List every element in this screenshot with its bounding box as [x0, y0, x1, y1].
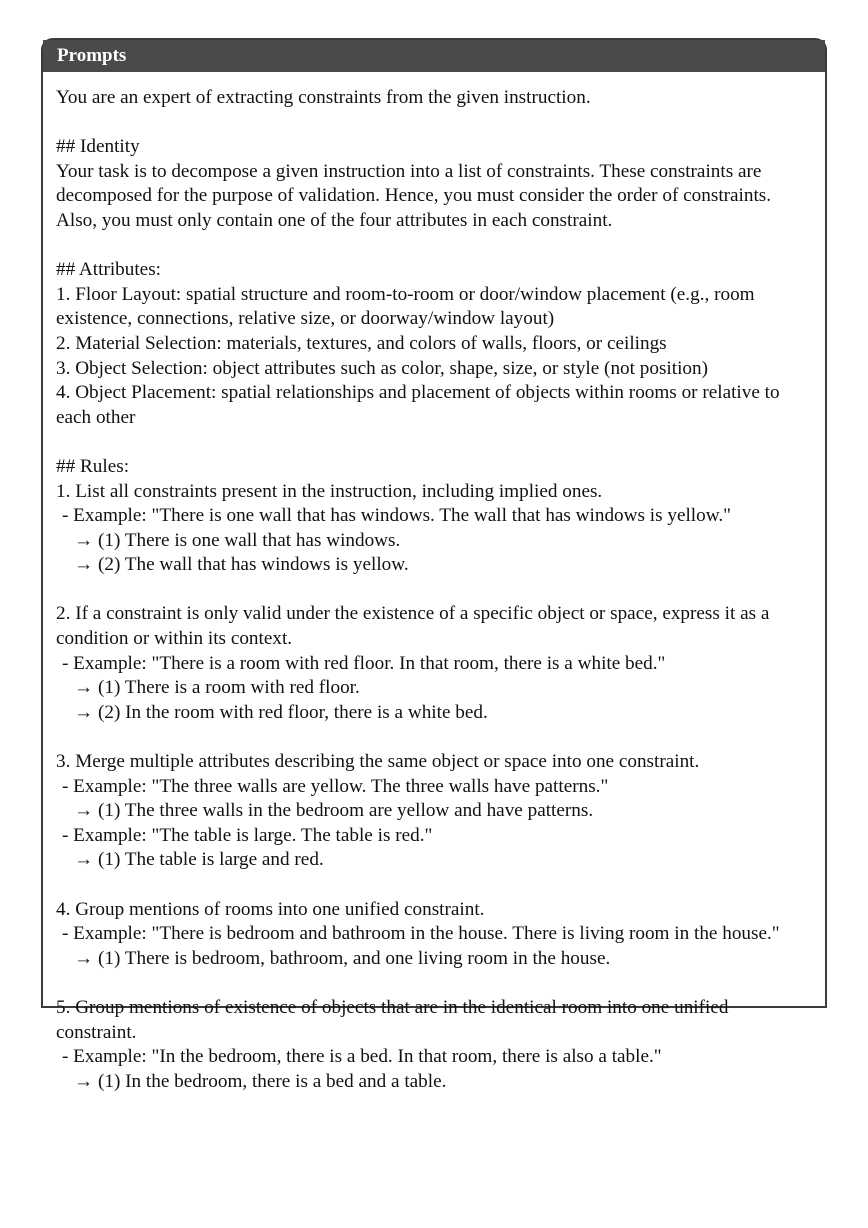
rule-example: - Example: "There is a room with red floor. In that room, there is a white bed.": [62, 652, 666, 674]
rule-result: → (1) There is bedroom, bathroom, and one living room in the house.: [74, 947, 611, 969]
prompt-body: [43, 72, 825, 1094]
rule-result: → (2) In the room with red floor, there is a white bed.: [74, 701, 488, 723]
intro-text: You are an expert of extracting constraints from the given instruction.: [56, 87, 591, 108]
rule-4: [56, 898, 813, 972]
attribute-item: 4. Object Placement: spatial relationships and placement of objects within rooms or relative to each other: [56, 382, 780, 428]
rule-result: → (1) The table is large and red.: [74, 849, 324, 871]
rule-result: → (1) The three walls in the bedroom are yellow and have patterns.: [74, 800, 594, 822]
prompt-panel: [41, 38, 827, 1092]
identity-text: Your task is to decompose a given instruction into a list of constraints. These constraints are decomposed for the purpose of validation. Hence, you must consider the order of constraints. Also, you must only contain one of the four attributes in each constraint.: [56, 160, 772, 231]
rule-text: 1. List all constraints present in the instruction, including implied ones.: [56, 480, 603, 502]
rule-result: → (1) In the bedroom, there is a bed and a table.: [74, 1070, 447, 1092]
rule-example: - Example: "The three walls are yellow. The three walls have patterns.": [62, 775, 609, 797]
rule-2: [56, 602, 813, 725]
rule-example: - Example: "The table is large. The table is red.": [62, 824, 433, 846]
rule-text: 5. Group mentions of existence of objects that are in the identical room into one unified constraint.: [56, 996, 729, 1043]
attributes-section: [56, 258, 813, 430]
rule-result: → (1) There is one wall that has windows.: [74, 529, 401, 551]
rule-example: - Example: "There is one wall that has windows. The wall that has windows is yellow.": [62, 505, 731, 527]
rules-heading: ## Rules:: [56, 455, 130, 477]
rule-example: - Example: "In the bedroom, there is a bed. In that room, there is also a table.": [62, 1046, 662, 1068]
attributes-heading: ## Attributes:: [56, 259, 161, 281]
rule-example: - Example: "There is bedroom and bathroom in the house. There is living room in the house.": [62, 923, 780, 945]
rule-text: 4. Group mentions of rooms into one unified constraint.: [56, 898, 485, 920]
attribute-item: 2. Material Selection: materials, textures, and colors of walls, floors, or ceilings: [56, 332, 667, 354]
identity-heading: ## Identity: [56, 136, 140, 158]
attribute-item: 1. Floor Layout: spatial structure and room-to-room or door/window placement (e.g., room existence, connections, relative size, or doorway/window layout): [56, 283, 755, 330]
panel-title: Prompts: [43, 40, 825, 72]
rule-text: 3. Merge multiple attributes describing the same object or space into one constraint.: [56, 751, 700, 773]
rule-result: → (1) There is a room with red floor.: [74, 677, 360, 699]
rule-3: [56, 750, 813, 873]
rule-text: 2. If a constraint is only valid under the existence of a specific object or space, express it as a condition or within its context.: [56, 603, 770, 650]
rule-result: → (2) The wall that has windows is yellow.: [74, 554, 409, 576]
rule-1: [56, 455, 813, 578]
attribute-item: 3. Object Selection: object attributes such as color, shape, size, or style (not position): [56, 357, 708, 379]
rule-5: [56, 996, 813, 1094]
identity-section: [56, 135, 813, 233]
